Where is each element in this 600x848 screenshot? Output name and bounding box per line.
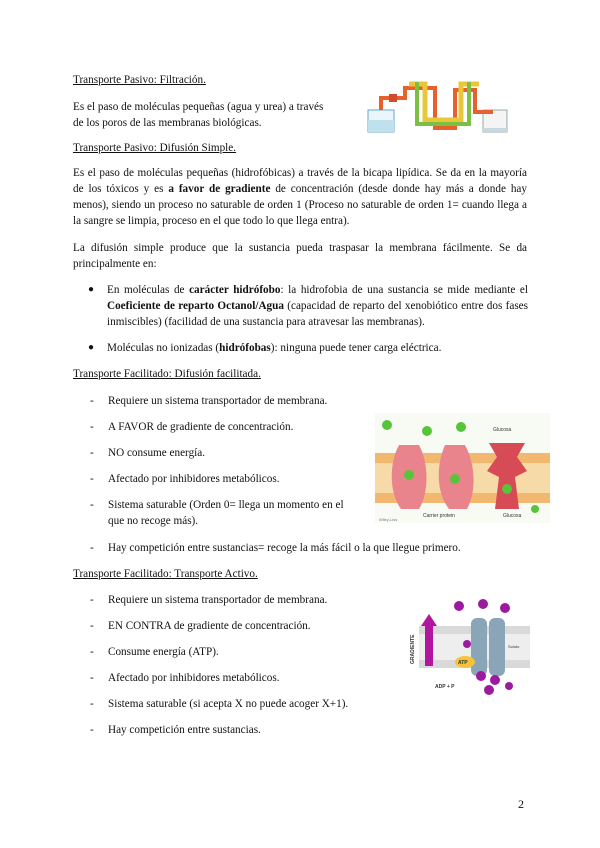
solute-molecule (490, 675, 500, 685)
bullet-text (107, 282, 528, 330)
dash-marker: - (90, 447, 94, 459)
list-item (90, 393, 328, 409)
filtration-illustration (365, 80, 510, 140)
dash-marker: - (90, 594, 94, 606)
pump-protein-right (489, 618, 505, 676)
text-run: : la hidrofobia de una sustancia se mide mediante el (280, 284, 528, 296)
list-item (90, 540, 461, 556)
list-item (90, 592, 328, 608)
list-item-text: Afectado por inhibidores metabólicos. (108, 473, 280, 485)
list-item (90, 618, 311, 634)
label-solute: Soluto (508, 644, 520, 649)
label-adp: ADP + P (435, 684, 455, 690)
glucose-molecule (456, 422, 466, 432)
dash-marker: - (90, 672, 94, 684)
label-glucose: Glucosa (493, 427, 512, 433)
list-item-text: Sistema saturable (Orden 0= llega un momento en el (108, 499, 344, 511)
bullet-dot: ● (88, 342, 95, 353)
list-item (90, 497, 344, 513)
section-heading-active-transport: Transporte Facilitado: Transporte Activo. (73, 568, 258, 580)
section-heading-filtration: Transporte Pasivo: Filtración. (73, 74, 206, 86)
label-gradient: GRADIENTE (410, 634, 416, 664)
list-item (90, 722, 261, 738)
text-run: Es el paso de moléculas pequeñas (hidrofóbicas) a través de la bicapa lipídica. Se da en la mayoría de los tóxicos y es (73, 167, 527, 195)
solute-molecule (454, 601, 464, 611)
glucose-molecule (502, 484, 512, 494)
gradient-arrow-head (421, 614, 437, 626)
valve (389, 94, 397, 102)
figure-credit: Wiley-Liss (379, 517, 398, 522)
beaker-right-water (483, 128, 507, 132)
bullet-dot: ● (88, 284, 95, 295)
list-item-text: NO consume energía. (108, 447, 206, 459)
dash-marker: - (90, 499, 94, 511)
filtration-text-line2: de los poros de las membranas biológicas. (73, 117, 262, 129)
glucose-molecule (382, 420, 392, 430)
list-item (90, 670, 280, 686)
label-glucose-2: Glucosa (503, 513, 522, 519)
active-transport-illustration (405, 598, 530, 698)
list-item-text: Hay competición entre sustancias. (108, 724, 261, 736)
dash-marker: - (90, 473, 94, 485)
bullet-item-non-ionized (88, 340, 528, 356)
list-item-text: EN CONTRA de gradiente de concentración. (108, 620, 311, 632)
label-carrier-protein: Carrier protein (423, 513, 455, 519)
list-item (90, 471, 280, 487)
list-item-text: Sistema saturable (si acepta X no puede acoger X+1). (108, 698, 349, 710)
list-item-text: Hay competición entre sustancias= recoge la más fácil o la que llegue primero. (108, 542, 461, 554)
dash-marker: - (90, 646, 94, 658)
emphasis-hidrofobas: hidrófobas (219, 342, 271, 354)
bullet-item-hydrophobic (88, 282, 528, 330)
solute-molecule (478, 599, 488, 609)
text-run: Moléculas no ionizadas ( (107, 342, 220, 354)
list-item-text: A FAVOR de gradiente de concentración. (108, 421, 294, 433)
section-heading-simple-diffusion: Transporte Pasivo: Difusión Simple. (73, 142, 237, 154)
glucose-molecule (404, 470, 414, 480)
list-item (90, 644, 219, 660)
list-item-text: Afectado por inhibidores metabólicos. (108, 672, 280, 684)
solute-molecule (505, 682, 513, 690)
text-run: En moléculas de (107, 284, 190, 296)
dash-marker: - (90, 698, 94, 710)
label-atp: ATP (458, 660, 468, 666)
dash-marker: - (90, 724, 94, 736)
text-run: ): ninguna puede tener carga eléctrica. (270, 342, 442, 354)
list-item (90, 445, 206, 461)
emphasis-coeficiente-reparto: Coeficiente de reparto Octanol/Agua (107, 300, 284, 312)
solute-molecule (463, 640, 471, 648)
glucose-molecule (450, 474, 460, 484)
glucose-molecule (422, 426, 432, 436)
bullet-text (107, 340, 528, 356)
list-item (90, 696, 349, 712)
glucose-molecule (531, 505, 539, 513)
dash-marker: - (90, 620, 94, 632)
section-heading-facilitated-diffusion: Transporte Facilitado: Difusión facilitada. (73, 368, 261, 380)
page-number: 2 (518, 797, 524, 811)
solute-molecule (484, 685, 494, 695)
list-item-text: Requiere un sistema transportador de membrana. (108, 594, 328, 606)
dash-marker: - (90, 395, 94, 407)
solute-molecule (500, 603, 510, 613)
pump-protein-left (471, 618, 487, 676)
list-item-text: Consume energía (ATP). (108, 646, 219, 658)
filtration-text-line1: Es el paso de moléculas pequeñas (agua y urea) a través (73, 101, 324, 113)
list-item-continuation: que no recoge más). (108, 515, 199, 527)
facilitated-diffusion-illustration (375, 413, 550, 523)
simple-diffusion-paragraph-2: La difusión simple produce que la sustancia pueda traspasar la membrana fácilmente. Se da principalmente en: (73, 242, 527, 270)
text-run: de concentración (desde donde hay más a donde hay menos), siendo un proceso no saturable de orden 1 (Proceso no saturable de orden 1= cuando llega a la sangre se limpia, proceso en el que todo lo que llega entra). (73, 183, 527, 227)
dash-marker: - (90, 421, 94, 433)
list-item (90, 419, 294, 435)
beaker-left-water (368, 120, 394, 132)
simple-diffusion-paragraph-1 (73, 165, 527, 229)
emphasis-favor-gradiente: a favor de gradiente (168, 183, 271, 195)
solute-molecule (476, 671, 486, 681)
gradient-arrow-shaft (425, 626, 433, 666)
text-run: (capacidad de reparto del xenobiótico entre dos fases inmiscibles) (facilidad de una sustancia para atravesar las membranas). (107, 300, 528, 328)
dash-marker: - (90, 542, 94, 554)
emphasis-caracter-hidrofobo: carácter hidrófobo (189, 284, 281, 296)
list-item-text: Requiere un sistema transportador de membrana. (108, 395, 328, 407)
